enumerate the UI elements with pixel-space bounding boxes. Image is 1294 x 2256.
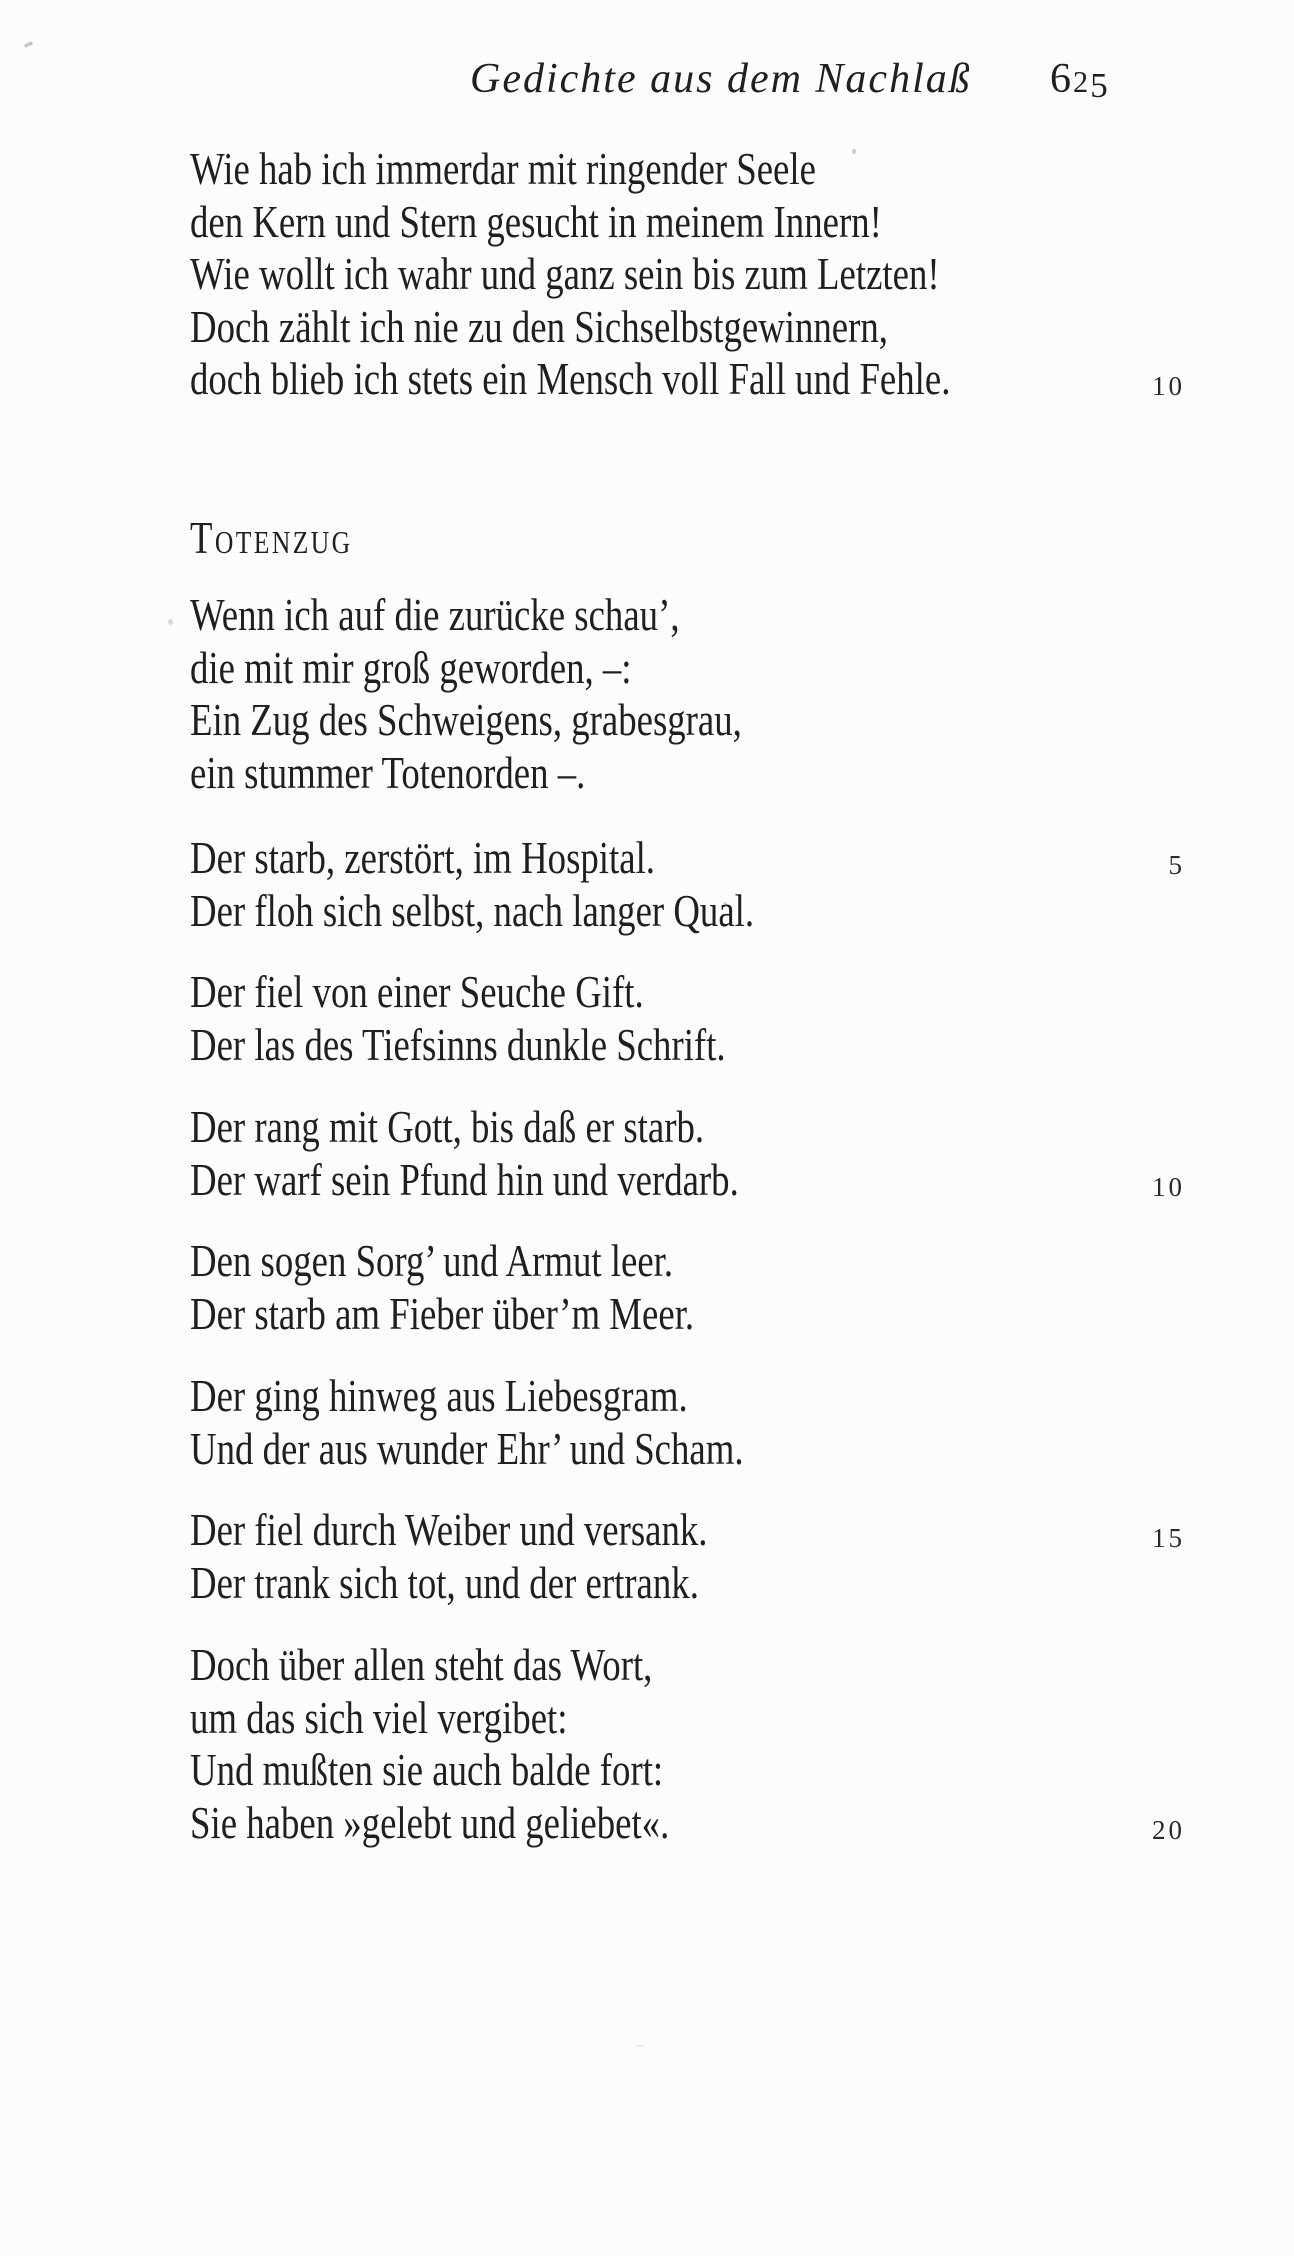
margin-line-number: 20 <box>1152 1815 1185 1845</box>
scan-artifact <box>168 619 173 625</box>
running-header-title: Gedichte aus dem Nachlaß <box>470 56 972 102</box>
stanza <box>190 966 726 1071</box>
poem-line: doch blieb ich stets ein Mensch voll Fall und Fehle. <box>190 353 951 404</box>
poem-line: Der trank sich tot, und der ertrank. <box>190 1556 699 1608</box>
page-number-digit: 2 <box>1073 65 1091 99</box>
stanza <box>190 1101 739 1206</box>
poem-line: Der ging hinweg aus Liebesgram. <box>190 1370 688 1421</box>
scan-artifact <box>852 149 856 154</box>
margin-line-number: 10 <box>1152 1172 1185 1202</box>
poem-line: Der rang mit Gott, bis daß er starb. <box>190 1101 705 1152</box>
poem-line: um das sich viel vergibet: <box>190 1691 568 1743</box>
poem-line: Der fiel durch Weiber und versank. <box>190 1504 708 1555</box>
margin-line-number: 5 <box>1168 850 1185 880</box>
stanza <box>190 1504 708 1609</box>
poem-line: Der starb am Fieber über’m Meer. <box>190 1287 695 1339</box>
poem-line: Ein Zug des Schweigens, grabesgrau, <box>190 694 742 745</box>
poem-line: Den sogen Sorg’ und Armut leer. <box>190 1235 674 1286</box>
stanza <box>190 1235 694 1340</box>
scan-artifact <box>723 902 727 906</box>
page-number <box>1050 58 1110 103</box>
poem-line: ein stummer Totenorden –. <box>190 746 586 798</box>
poem-title: Totenzug <box>190 512 353 563</box>
poem-line: Wenn ich auf die zurücke schau’, <box>190 589 680 640</box>
stanza <box>190 1370 744 1475</box>
poem-line: Der las des Tiefsinns dunkle Schrift. <box>190 1018 726 1070</box>
stanza <box>190 589 742 799</box>
scan-artifact <box>636 2045 644 2047</box>
scan-artifact <box>656 1455 662 1457</box>
stanza <box>190 832 754 937</box>
scan-artifact <box>24 41 33 48</box>
fragment-stanza <box>190 143 950 406</box>
poem-line: Sie haben »gelebt und geliebet«. <box>190 1796 670 1848</box>
poem-line: Der starb, zerstört, im Hospital. <box>190 832 655 883</box>
poem-line: Wie hab ich immerdar mit ringender Seele <box>190 143 816 194</box>
poem-line: Doch über allen steht das Wort, <box>190 1639 653 1690</box>
stanza <box>190 1639 669 1849</box>
margin-line-number: 10 <box>1152 371 1185 401</box>
poem-line: Der fiel von einer Seuche Gift. <box>190 966 644 1017</box>
page-number-digit: 5 <box>1090 66 1110 105</box>
page-number-digit: 6 <box>1050 56 1073 102</box>
poem-line: Der warf sein Pfund hin und verdarb. <box>190 1153 739 1205</box>
poem-line: Wie wollt ich wahr und ganz sein bis zum Letzten! <box>190 248 940 299</box>
poem-line: Und der aus wunder Ehr’ und Scham. <box>190 1422 744 1474</box>
poem-line: Der floh sich selbst, nach langer Qual. <box>190 884 755 936</box>
poem-line: die mit mir groß geworden, –: <box>190 641 632 693</box>
margin-line-number: 15 <box>1152 1523 1185 1553</box>
poem-line: Und mußten sie auch balde fort: <box>190 1744 664 1795</box>
poem-line: Doch zählt ich nie zu den Sichselbstgewinnern, <box>190 300 888 352</box>
poem-line: den Kern und Stern gesucht in meinem Innern! <box>190 195 882 247</box>
